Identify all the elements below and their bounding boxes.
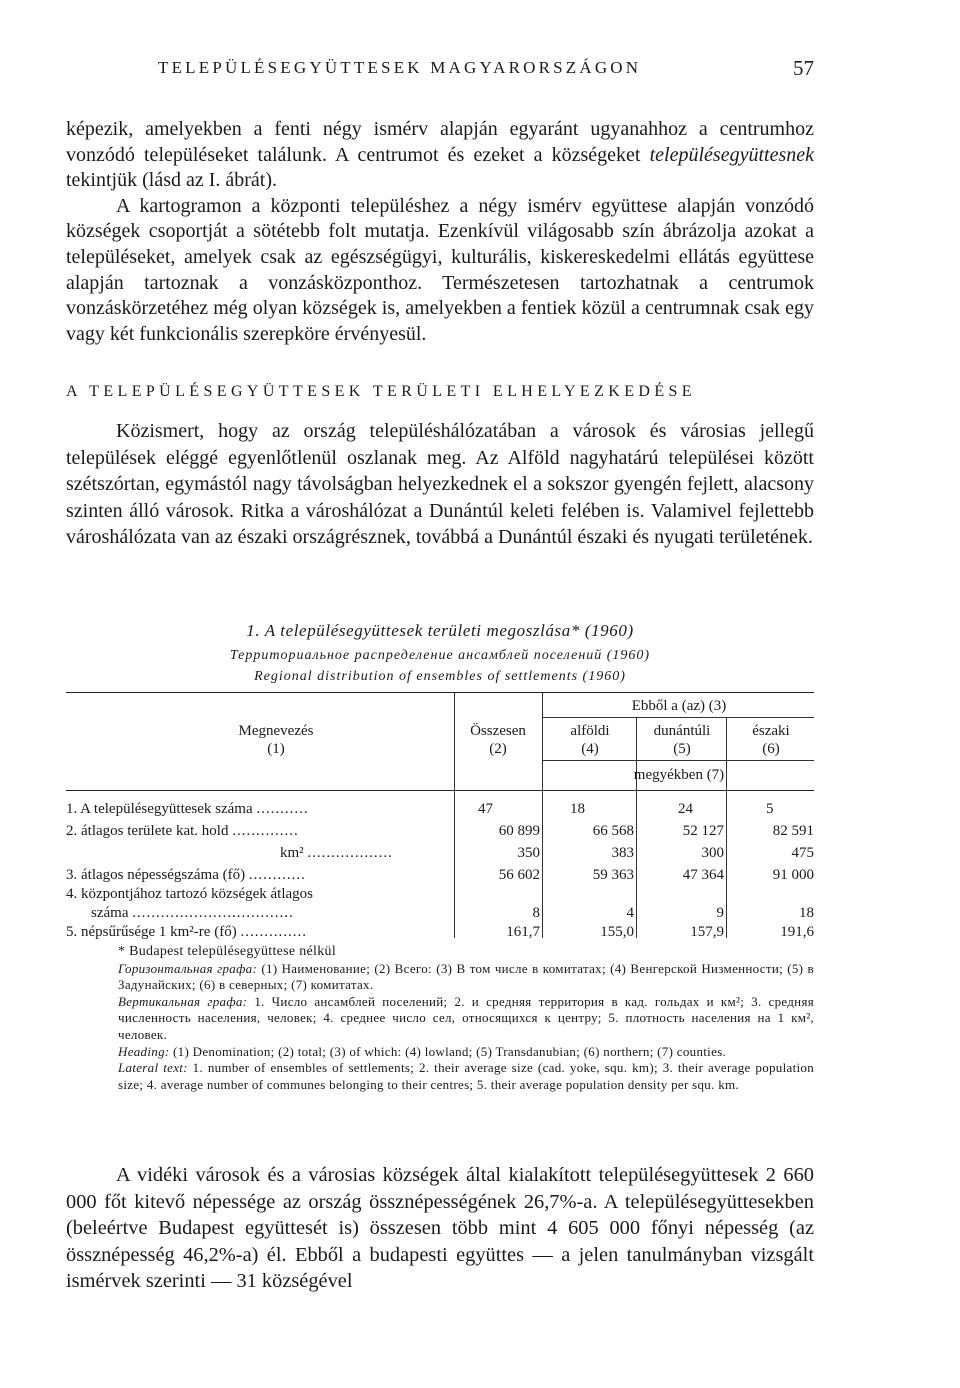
paragraph-3 — [66, 1162, 814, 1295]
column-divider — [726, 718, 727, 938]
column-header-eszaki-number: (6) — [762, 741, 780, 757]
page-header — [66, 56, 814, 82]
table-row-label: 3. átlagos népességszáma (fő) ............ — [66, 867, 306, 883]
running-title: TELEPÜLÉSEGYÜTTESEK MAGYARORSZÁGON — [158, 58, 642, 77]
table-row-label: km² .................. — [280, 845, 393, 861]
table-row-label: 2. átlagos területe kat. hold .............. — [66, 823, 299, 839]
table-caption-english: Regional distribution of ensembles of settlements (1960) — [254, 669, 626, 684]
column-divider — [542, 692, 543, 938]
column-header-alfoldi: alföldi — [570, 723, 610, 739]
table-cell-dunantuli: 9 — [716, 905, 724, 921]
column-header-megnevezes-number: (1) — [267, 741, 285, 757]
column-divider — [636, 718, 637, 938]
table-cell-eszaki: 91 000 — [772, 867, 814, 883]
column-group-header: Ebből a (az) (3) — [631, 698, 727, 714]
column-header-osszesen: Összesen — [470, 723, 526, 739]
table-row-label: 1. A településegyüttesek száma ........... — [66, 801, 309, 817]
table-top-rule — [66, 692, 814, 693]
table-cell-eszaki: 18 — [799, 905, 814, 921]
column-header-megnevezes: Megnevezés — [238, 723, 314, 739]
table-caption-russian: Территориальное распределение ансамблей поселений (1960) — [229, 648, 651, 663]
table-cell-eszaki: 191,6 — [780, 924, 814, 940]
note-english-heading: Heading: (1) Denomination; (2) total; (3) of which: (4) lowland; (5) Transdanubian; (6) northern; (7) counties. — [118, 1043, 727, 1059]
column-header-dunantuli-number: (5) — [673, 741, 691, 757]
table-cell-eszaki: 5 — [766, 801, 774, 817]
paragraph-1-part-1: képezik, amelyekben a fenti négy ismérv alapján egyaránt ugyanahhoz a centrumhoz vonzódó településeket találunk. A centrumot és ezeket a községeket — [66, 118, 814, 166]
table-cell-alfoldi: 155,0 — [600, 924, 634, 940]
note-russian-lateral: Вертикальная графа: 1. Число ансамблей поселений; 2. и средняя территория в кад. гольдах и км²; 3. средняя численность населения, человек; 4. среднее число сел, относящихся к центру; 5. плотность населения на 1 км², человек. — [118, 993, 814, 1042]
section-heading: A TELEPÜLÉSEGYÜTTESEK TERÜLETI ELHELYEZKEDÉSE — [66, 383, 696, 400]
note-english-lateral: Lateral text: 1. number of ensembles of settlements; 2. their average size (cad. yoke, squ. km); 3. their average population size; 4. average number of communes belonging to their centres; 5. their average population density per squ. km. — [118, 1060, 815, 1092]
table-cell-alfoldi: 383 — [611, 845, 634, 861]
table-cell-dunantuli: 47 364 — [682, 867, 724, 883]
table-cell-total: 161,7 — [506, 924, 540, 940]
column-divider — [454, 692, 455, 938]
paragraph-1 — [66, 117, 814, 347]
column-subheader-megyekben: megyékben (7) — [633, 767, 725, 783]
term-telepulesegyuttes: településegyüttesnek — [649, 143, 814, 166]
table-cell-dunantuli: 157,9 — [690, 924, 724, 940]
table-cell-alfoldi: 66 568 — [592, 823, 634, 839]
table-cell-total: 350 — [517, 845, 540, 861]
table-notes — [66, 944, 814, 1093]
table-header-rule — [66, 790, 814, 791]
group-header-rule — [542, 717, 814, 718]
table-row-label: 5. népsűrűsége 1 km²-re (fő) .............. — [66, 924, 307, 940]
paragraph-2-text: Közismert, hogy az ország településhálózatában a városok és városias jellegű települések eléggé egyenlőtlenül oszlanak meg. Az Alföld nagyhatárú települései között szétszórtan, egymástól nagy távolságban helyezkednek el a sokszor gyengén fejlett, alacsony szinten álló városok. Ritka a városhálózat a Dunántúl keleti felében is. Valamivel fejlettebb városhálózata van az északi országrésznek, továbbá a Dunántúl északi és nyugati területének. — [66, 420, 814, 549]
table-cell-total: 8 — [532, 905, 540, 921]
table-caption-hungarian: 1. A településegyüttesek területi megoszlása* (1960) — [246, 621, 634, 640]
note-russian-heading: Горизонтальная графа: (1) Наименование; (2) Всего: (3) В том числе в комитатах; (4) Венгерской Низменности; (5) в Задунайских; (6) в северных; (7) комитатах. — [118, 960, 814, 993]
data-table — [66, 692, 814, 940]
table-footnote: * Budapest településegyüttese nélkül — [118, 944, 337, 959]
table-cell-total: 47 — [478, 801, 493, 817]
table-cell-alfoldi: 4 — [626, 905, 634, 921]
table-row-label: 4. központjához tartozó községek átlagos — [66, 886, 314, 902]
column-header-dunantuli: dunántúli — [653, 723, 711, 739]
table-cell-alfoldi: 18 — [570, 801, 585, 817]
table-cell-dunantuli: 52 127 — [682, 823, 724, 839]
paragraph-2 — [66, 418, 814, 551]
column-header-osszesen-number: (2) — [489, 741, 507, 757]
table-cell-dunantuli: 300 — [701, 845, 724, 861]
table-cell-eszaki: 82 591 — [772, 823, 814, 839]
column-header-alfoldi-number: (4) — [581, 741, 599, 757]
table-cell-total: 56 602 — [498, 867, 540, 883]
paragraph-1-part-2: tekintjük (lásd az I. ábrát). — [66, 169, 278, 192]
table-cell-dunantuli: 24 — [678, 801, 693, 817]
table-cell-eszaki: 475 — [791, 845, 814, 861]
table-cell-alfoldi: 59 363 — [592, 867, 634, 883]
page-number: 57 — [793, 56, 814, 80]
table-cell-total: 60 899 — [498, 823, 540, 839]
paragraph-3-text: A vidéki városok és a városias községek által kialakított településegyüttesek 2 660 000 főt kitevő népessége az ország össznépességének 26,7%-a. A településegyüttesekben (beleértve Budapest együttesét is) összesen több mint 4 605 000 főnyi népesség (az össznépesség 46,2%-a) él. Ebből a budapesti együttes — a jelen tanulmányban vizsgált ismérvek szerinti — 31 községével — [66, 1164, 814, 1293]
paragraph-1-part-3: A kartogramon a központi településhez a négy ismérv együttese alapján vonzódó községek csoportját a sötétebb folt mutatja. Ezenkívül világosabb szín ábrázolja azokat a településeket, amelyek csak az egészségügyi, kulturális, kiskereskedelmi ellátás együttese alapján tartoznak a vonzásközponthoz. Természetesen tartozhatnak a centrumok vonzáskörzetéhez még olyan községek is, amelyekben a fentiek közül a centrumnak csak egy vagy két funkcionális szerepköre érvényesül. — [66, 194, 814, 345]
table-row-label: száma .................................. — [91, 905, 294, 921]
column-header-eszaki: északi — [752, 723, 790, 739]
subheader-rule — [542, 760, 814, 761]
